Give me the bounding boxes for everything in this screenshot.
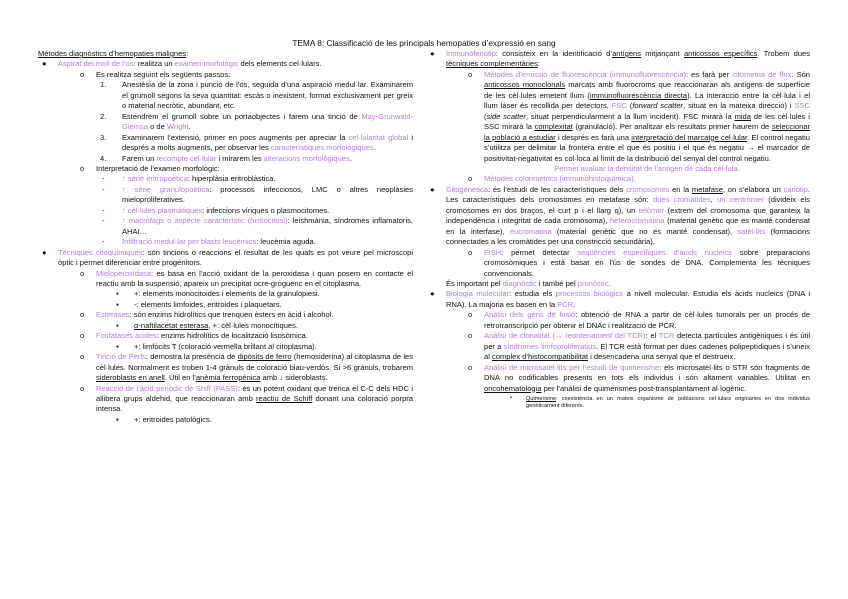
highlight: Citogenètica <box>446 184 488 194</box>
highlight: seqüències específiques d’àcids nucleics <box>577 247 732 257</box>
text: Farem un <box>122 153 157 163</box>
underlined-text: antígens <box>612 49 642 58</box>
quimerisme-note <box>426 394 810 411</box>
highlight: Anàlisi de clonalitat (→ reordenament del TCR) <box>484 331 646 341</box>
highlight: Anàlisi dels gens de fusió <box>484 310 576 320</box>
text: (granulació). Per analitzar els resultats primer haurem de <box>572 122 772 132</box>
fosfatases <box>38 331 413 341</box>
dash-icon: - <box>102 174 105 184</box>
text: (extrem del cromosoma que garanteix la independència i integritat de cada cromosoma), <box>446 205 810 226</box>
highlight: cel·lularitat global <box>348 132 409 142</box>
bullet-icon: ● <box>42 247 47 257</box>
underlined-text: anticossos específics <box>683 49 758 58</box>
text: : els microsatèl·lits o STR són fragments de DNA no codificables presents en tots els individus i són altament variables. Utilitat en <box>484 362 810 383</box>
highlight: citometria de flux <box>732 69 792 79</box>
circle-bullet-icon: o <box>80 69 85 79</box>
highlight: Esterases <box>96 310 130 320</box>
text: donant una coloració porpra intensa. <box>96 393 413 414</box>
interp-3 <box>38 206 413 216</box>
important-line <box>426 279 810 289</box>
step-3 <box>38 133 413 154</box>
highlight: cariotip <box>783 184 808 194</box>
highlight: ↑ sèrie granulopoètica <box>122 184 210 194</box>
highlight: ↑ macròfags o aspecte característic (histiocitosi) <box>122 216 288 226</box>
text: . <box>608 278 611 288</box>
text: Interpretació de l’examen morfològic: <box>96 163 220 173</box>
underlined-text: immunofluorescència directa <box>589 90 688 100</box>
highlight: telòmer <box>638 205 665 215</box>
text: i desencadena una senyal que el destrueix. <box>588 352 736 362</box>
step-number: 4. <box>100 153 107 163</box>
circle-bullet-icon: o <box>468 310 473 320</box>
text: un <box>626 205 639 215</box>
text: : obtenció de RNA a partir de cèl·lules tumorals per un procés de retrotranscripció per obtenir el DNAc i realització de PCR. <box>484 310 810 330</box>
text: : enzims hidrolítics de localització lisosòmica. <box>156 331 308 341</box>
highlight: Mieloperoxidasa <box>96 268 151 278</box>
text: : <box>537 59 540 69</box>
bullet-citogenetica <box>426 185 810 248</box>
italic-text: side scatter <box>486 111 526 121</box>
circle-bullet-icon: o <box>468 174 473 184</box>
interp-2 <box>38 185 413 206</box>
underlined-text: tècniques complementàries <box>446 59 538 69</box>
underlined-text: complex d’histocompatibilitat <box>491 352 589 362</box>
permet-line: Permet avaluar la densitat de l’antigen de cada cèl·lula. <box>554 163 740 173</box>
interp-1 <box>38 174 413 184</box>
immuno-method-2 <box>426 174 810 184</box>
interp-4 <box>38 216 413 237</box>
underlined-text: oncohematologia <box>484 383 542 393</box>
mielo-plus <box>38 289 413 299</box>
bullet-icon: ● <box>430 289 435 299</box>
text: : són tincions o reaccions el resultat de les quals es pot veure pel microscopi òptic i permet diferenciar entre progenitors. <box>58 247 414 268</box>
highlight: processos biològics <box>555 289 624 299</box>
text: (material genètic que es manté condensat en la interfase), <box>446 216 810 236</box>
text: . Útil en l’ <box>164 373 196 383</box>
highlight: ↑ sèrie eritropoètica <box>122 174 188 184</box>
bullet-aspirat <box>38 59 413 69</box>
perls <box>38 352 413 383</box>
highlight: TCR <box>658 331 675 341</box>
text: Es realitza seguint els següents passos: <box>96 69 231 79</box>
dash-icon: - <box>102 216 105 226</box>
underlined-text: reactiu de Schiff <box>256 393 313 403</box>
step-number: 1. <box>100 80 107 90</box>
circle-bullet-icon: o <box>80 310 85 320</box>
circle-bullet-icon: o <box>80 268 85 278</box>
text: (material genètic que no es manté condensat), <box>551 226 738 236</box>
underlined-text: metafase <box>691 184 723 194</box>
text: +: limfòcits T (coloració vermella brillant al citoplasma). <box>134 341 317 351</box>
step-number: 2. <box>100 111 107 121</box>
highlight: ↑ cèl·lules plasmàtiques <box>122 205 203 215</box>
highlight: un centròmer <box>717 195 764 205</box>
text: o de <box>148 122 167 132</box>
text: Examinarem l’extensió, primer en pocs augments per apreciar la <box>122 132 349 142</box>
underlined-text: dipòsits de ferro <box>237 352 292 362</box>
highlight: FSC <box>611 101 627 111</box>
underlined-text: anèmia ferropènica <box>195 373 261 383</box>
text: : leishmània, síndromes inflamatoris, AHAI… <box>122 216 413 236</box>
text: : hiperplàsia eritroblàstica. <box>187 174 276 184</box>
heading-suffix: : <box>186 49 189 58</box>
highlight: cromosomes <box>626 184 670 194</box>
heading-text: Mètodes diagnòstics d’hemopaties malignes <box>38 49 187 58</box>
text: . Les característiques dels cromosomes en metafase són: <box>446 184 810 205</box>
right-column <box>426 49 810 411</box>
circle-bullet-icon: o <box>80 383 85 393</box>
underlined-text: α-naftilacetat esterasa <box>134 320 209 330</box>
schiff-sub <box>38 415 413 425</box>
text: , <box>710 195 718 205</box>
bullet-citoquimiques <box>38 248 413 269</box>
steps-intro <box>38 70 413 80</box>
square-bullet-icon: ▪ <box>116 414 119 424</box>
page-title: TEMA 8: Classificació de les principals hemopaties d’expressió en sang <box>292 38 556 48</box>
circle-bullet-icon: o <box>468 69 473 79</box>
bullet-immunofenotip <box>426 49 810 70</box>
interpretation-intro <box>38 164 413 174</box>
text: per l’anàlisi de quimerismes post-transplantament al·logènic. <box>541 383 747 393</box>
highlight: Wright <box>166 122 189 132</box>
circle-bullet-icon: o <box>468 362 473 372</box>
highlight: SSC <box>794 101 810 111</box>
text: mitjançant <box>641 49 684 58</box>
underlined-text: complexitat <box>534 122 573 132</box>
text: i després a molts augments, per observar les <box>122 132 414 153</box>
aspirat-label: Aspirat del moll de l’os <box>58 59 134 69</box>
text: detecta partícules antigèniques i és útil per a <box>484 331 811 351</box>
citoq-label: Tècniques citoquímiques <box>58 247 143 257</box>
highlight: alteracions morfològiques <box>263 153 350 163</box>
text: ( <box>484 111 487 121</box>
step-2 <box>38 112 413 133</box>
highlight: satèl·lits <box>737 226 766 236</box>
highlight: Tinció de Perls <box>96 352 146 362</box>
text: : són enzims hidrolítics que trenquen èsters en àcid i alcohol. <box>129 310 334 320</box>
text: (formacions connectades a les cromàtides per una constricció secundària). <box>446 226 810 247</box>
text: +: elements monocitoides i elements de la granulopiesi. <box>134 289 320 299</box>
highlight: PCR <box>557 299 574 309</box>
text: , on s’elabora un <box>722 184 784 194</box>
bullet-icon: ● <box>430 49 435 58</box>
highlight: eucromatina <box>509 226 552 236</box>
text: . <box>188 122 191 132</box>
text: i mirarem les <box>216 153 264 163</box>
text: (hemosiderina) al citoplasma de les cèl·lules. Normalment es troben 1-4 grànuls de coloració blau-verdós. Si >6 grànuls, trobarem <box>96 352 413 372</box>
step-4 <box>38 154 413 164</box>
highlight: Immunofenotip <box>446 49 496 58</box>
circle-bullet-icon: o <box>80 331 85 341</box>
bullet-biologia-molecular <box>426 289 810 310</box>
text: : és l’estudi de les característiques dels <box>487 184 627 194</box>
gens-fusio <box>426 310 810 331</box>
text: Estendrem el grumoll sobre un portaobjectes i farem una tinció de <box>122 111 362 121</box>
dash-icon: - <box>102 205 105 215</box>
square-bullet-icon: ▪ <box>510 394 512 401</box>
highlight: Reacció de l’àcid periòdic de Shiff (PASS) <box>96 383 238 393</box>
clonalitat <box>426 331 810 362</box>
text: : permet detectar <box>501 247 578 257</box>
text: : estudia els <box>509 289 556 299</box>
dash-icon: - <box>102 237 105 247</box>
step-number: 3. <box>100 132 107 142</box>
text: -: elements limfoides, eritroides i plaquetars. <box>134 299 282 309</box>
highlight: Mètodes colorimètrics (immunohistoquímica). <box>484 174 636 184</box>
text: : processos infecciosos, LMC o altres neoplàsies mieloproliferatives. <box>122 184 413 205</box>
text: : es basa en l’acció oxidant de la peroxidasa i quan posem en contacte el reactiu amb la suspensió, apareix un precipitat ocre-groguenc en el citoplasma. <box>96 268 413 288</box>
text: : infeccions víriques o plasmocitomes. <box>202 205 330 215</box>
underlined-text: anticossos monoclonals <box>484 80 566 90</box>
text: a nivell molecular. Estudia els àcids nucleics (DNA i RNA). La majoria es basen en la <box>446 289 811 309</box>
circle-bullet-icon: o <box>80 352 85 362</box>
text: . El TCR està format per dues cadenes polipeptídiques i s’uneix al <box>484 341 810 362</box>
text: sobre preparacions cromosòmiques i està basat en l’ús de sondes de DNA. Complementa les tècniques convencionals. <box>484 247 811 278</box>
circle-bullet-icon: o <box>468 331 473 341</box>
text: amb ↓ sideroblasts. <box>260 373 328 383</box>
text: És important pel <box>446 278 503 288</box>
esterases-sub <box>38 321 413 331</box>
text: : coexistència en un mateix organisme de poblacions cel·lulars originàries en dos individus genèticament diferents. <box>526 395 810 410</box>
highlight: Mètodes d’emissió de fluorescència (immunofluorescència) <box>484 69 686 79</box>
text: , situat perpendicularment a la llum incident). FSC mirarà la <box>525 111 735 121</box>
schiff <box>38 384 413 415</box>
circle-bullet-icon: o <box>468 247 473 257</box>
square-bullet-icon: ▪ <box>116 341 119 351</box>
text: i també pel <box>536 278 578 288</box>
interp-5 <box>38 237 413 247</box>
italic-text: forward scatter <box>632 101 684 111</box>
mielo-minus <box>38 300 413 310</box>
square-bullet-icon: ▪ <box>116 320 119 330</box>
microsatellits <box>426 363 810 394</box>
highlight: Infiltració medul·lar per blasts leucèmics <box>122 237 257 247</box>
text: en la <box>669 184 692 194</box>
highlight: Biologia molecular <box>446 289 510 299</box>
highlight: May-Grunwald-Giemsa <box>122 111 413 132</box>
text: . <box>573 299 576 309</box>
text: . <box>349 153 352 163</box>
text: : el <box>645 331 659 341</box>
underlined-text: mida <box>734 111 751 121</box>
square-bullet-icon: ▪ <box>116 299 119 309</box>
text: marcats amb fluorocroms que reaccionaran als antígens de superfície de les cèl·lules emetent llum ( <box>484 80 811 100</box>
esterases <box>38 310 413 320</box>
highlight: FISH <box>484 247 502 257</box>
dash-icon: - <box>102 184 105 194</box>
highlight: síndromes limfoproliferatius <box>503 341 597 351</box>
highlight: característiques morfològiques <box>270 143 374 153</box>
highlight: heterocromatina <box>609 216 665 226</box>
highlight: recompte cel·lular <box>156 153 217 163</box>
underlined-text: Quimerisme <box>526 395 557 402</box>
text: : consisteix en la identificació d’ <box>495 49 613 58</box>
underlined-text: interpretació del marcatge cel·lular <box>631 132 748 142</box>
text: ). La interacció entre la cèl·lula i el llum làser és recollida per detectors, <box>484 90 811 111</box>
text: ( <box>626 101 633 111</box>
square-bullet-icon: ▪ <box>116 289 119 299</box>
immuno-method-1 <box>426 70 810 164</box>
highlight: examen morfològic <box>174 59 239 69</box>
text: . Són <box>791 69 811 79</box>
text: : es farà per <box>685 69 733 79</box>
highlight: dues cromàtides <box>652 195 711 205</box>
underlined-text: sideroblasts en anell <box>96 373 165 383</box>
text: dels elements cel·lulars. <box>238 59 322 69</box>
bullet-icon: ● <box>430 184 435 194</box>
step-1 <box>38 80 413 111</box>
text: : realitza un <box>133 59 175 69</box>
highlight: diagnòstic <box>502 278 537 288</box>
highlight: pronòstic <box>577 278 609 288</box>
bullet-icon: ● <box>42 59 47 69</box>
text: . El control negatiu s’utilitza per delimitar la frontera entre el que és positiu i el que és negatiu → el marcador de positivitat-negativitat es col·loca al límit de la distribució del senyal del control negatiu. <box>484 132 810 163</box>
circle-bullet-icon: o <box>80 163 85 173</box>
text: : és un potent oxidant que trenca el C-C dels HDC i allibera grups aldehid, que reaccionaran amb <box>96 383 414 403</box>
text: Anestèsia de la zona i punció de l’os, seguida d’una aspiració medul·lar. Examinarem el grumoll segons la seva quantitat: escàs o inexistent, format exclusivament per greix o material necròtic, abundant, etc. <box>122 80 413 111</box>
highlight: Fosfatases àcides <box>96 331 157 341</box>
fosfatases-sub <box>38 342 413 352</box>
text: , +: cèl·lules monocítiques. <box>208 320 298 330</box>
text: : demostra la presència de <box>145 352 238 362</box>
text: de les cèl·lules i SSC mirarà la <box>484 111 810 132</box>
text: , situat en la mateixa direcció) i <box>683 101 795 111</box>
text: . <box>373 143 376 153</box>
text: i després es farà una <box>555 132 632 142</box>
mieloperoxidasa <box>38 269 413 290</box>
underlined-text: seleccionar la població a estudiar <box>484 122 810 142</box>
left-column <box>38 49 413 425</box>
text: +: eritroides patològics. <box>134 414 212 424</box>
text: . Trobem dues <box>757 49 811 58</box>
text: (divideix els cromosomes en dos braços, el curt p i el llarg q), <box>446 195 810 215</box>
highlight: Anàlisi de microsatèl·lits per l’estudi de quimerisme <box>484 362 660 372</box>
text: : leucèmia aguda. <box>256 237 316 247</box>
fish <box>426 248 810 279</box>
section-heading <box>38 49 413 59</box>
